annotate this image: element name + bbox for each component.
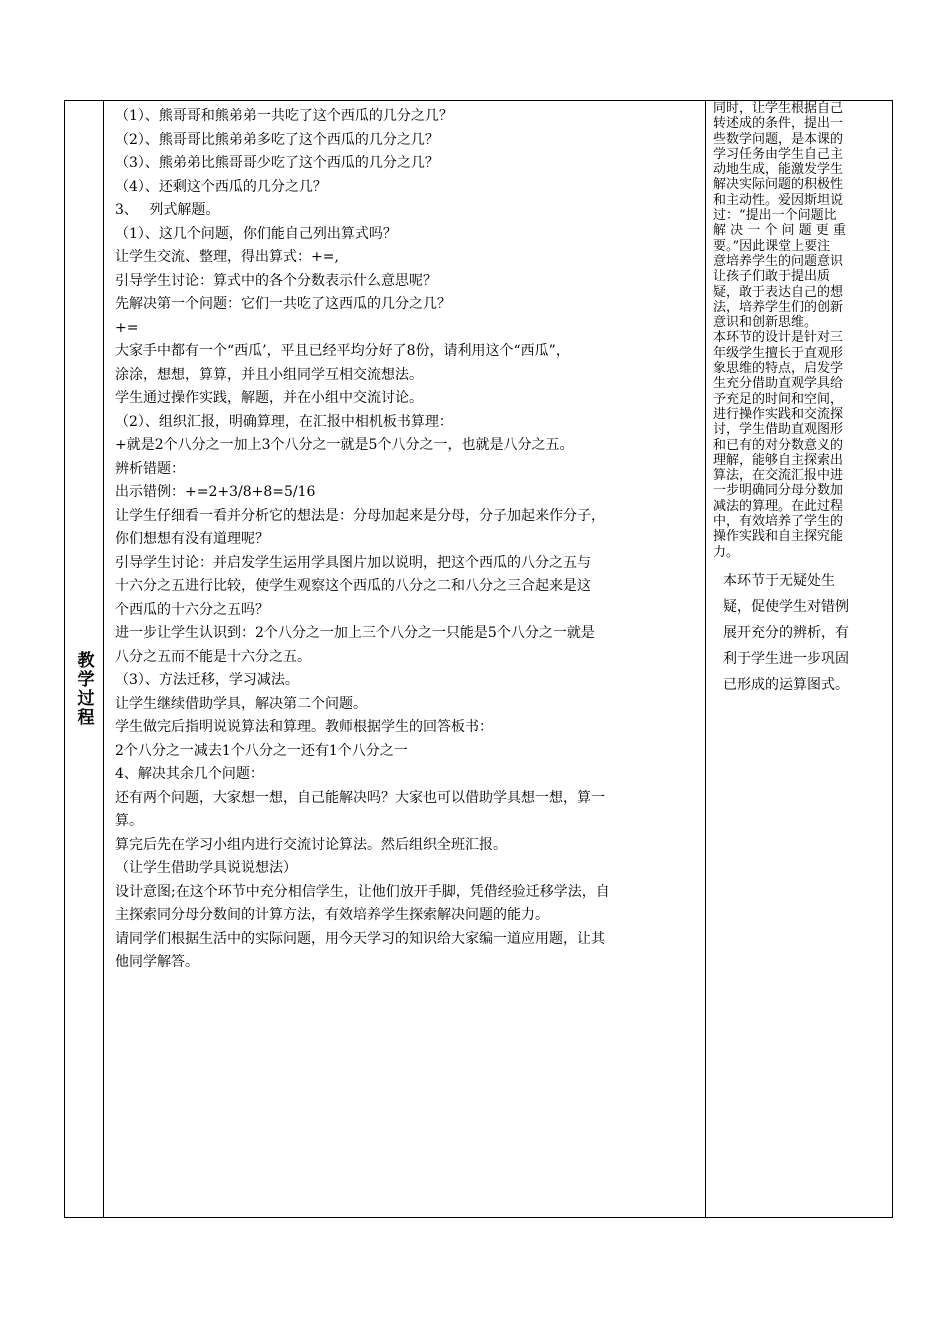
note-line: 意识和创新思维。 — [713, 315, 818, 331]
content-line: 3、 列式解题。 — [115, 202, 220, 218]
content-line: 4、解决其余几个问题： — [115, 766, 264, 782]
content-line: 算。 — [115, 813, 143, 829]
content-line: 他同学解答。 — [115, 954, 199, 970]
design-notes-upper — [713, 101, 889, 560]
content-line: +就是2个八分之一加上3个八分之一就是5个八分之一，也就是八分之五。 — [115, 437, 574, 453]
note-line: 解决实际问题的积极性 — [713, 177, 844, 193]
note-line: 疑，敢于表达自己的想 — [713, 284, 844, 300]
content-line: 出示错例：+=2+3/8+8=5/16 — [115, 484, 316, 500]
note-line: 和已有的对分数意义的 — [713, 437, 844, 453]
note-line: 算法，在交流汇报中进 — [713, 468, 844, 484]
content-line: 涂涂，想想，算算，并且小组同学互相交流想法。 — [115, 366, 423, 383]
teaching-content-cell — [115, 105, 703, 975]
content-line: 进一步让学生认识到：2个八分之一加上三个八分之一只能是5个八分之一就是 — [115, 625, 595, 641]
content-line: 设计意图;在这个环节中充分相信学生，让他们放开手脚，凭借经验迁移学法，自 — [115, 883, 610, 900]
note-line: 减法的算理。在此过程 — [713, 498, 844, 514]
note-line: 年级学生擅长于直观形 — [713, 345, 844, 361]
content-line: （4）、还剩这个西瓜的几分之几？ — [115, 178, 327, 195]
section-label: 教学过程 — [73, 651, 94, 727]
note-line: 予充足的时间和空间， — [713, 391, 844, 407]
content-line: 学生通过操作实践，解题，并在小组中交流讨论。 — [115, 390, 423, 406]
note-line: 力。 — [713, 544, 740, 560]
note-line: 过：“提出一个问题比 — [713, 208, 837, 224]
note-line: 利于学生进一步巩固 — [723, 650, 849, 667]
note-line: 中，有效培养了学生的 — [713, 514, 844, 530]
note-line: 疑，促使学生对错例 — [723, 598, 849, 615]
note-line: 操作实践和自主探究能 — [713, 529, 844, 545]
content-line: 学生做完后指明说说算法和算理。教师根据学生的回答板书： — [115, 719, 493, 735]
design-notes-lower — [713, 568, 889, 698]
content-line: （2）、组织汇报，明确算理，在汇报中相机板书算理： — [115, 413, 453, 430]
note-line: 要。”因此课堂上要注 — [713, 238, 831, 254]
note-line: 生充分借助直观学具给 — [713, 376, 844, 392]
content-line: 主探索同分母分数间的计算方法，有效培养学生探索解决问题的能力。 — [115, 907, 549, 923]
note-line: 法，培养学生们的创新 — [713, 299, 844, 315]
content-line: 算完后先在学习小组内进行交流讨论算法。然后组织全班汇报。 — [115, 836, 507, 853]
content-line: 让学生仔细看一看并分析它的想法是：分母加起来是分母，分子加起来作分子， — [115, 507, 605, 524]
note-line: 些数学问题，是本课的 — [713, 131, 844, 147]
content-line: （1）、熊哥哥和熊弟弟一共吃了这个西瓜的几分之几？ — [115, 108, 453, 124]
content-line: （3）、方法迁移，学习减法。 — [115, 672, 299, 688]
note-line: 展开充分的辨析，有 — [723, 624, 849, 641]
content-line: 2个八分之一减去1个八分之一还有1个八分之一 — [115, 742, 408, 759]
content-line: 引导学生讨论：并启发学生运用学具图片加以说明，把这个西瓜的八分之五与 — [115, 554, 591, 571]
note-line: 动地生成，能激发学生 — [713, 162, 844, 178]
note-line: 一步明确同分母分数加 — [713, 483, 844, 499]
note-line: 解 决 一 个 问 题 更 重 — [713, 223, 846, 239]
note-line: 象思维的特点，启发学 — [713, 361, 844, 377]
note-line: 转述成的条件，提出一 — [713, 116, 844, 132]
content-line: （3）、熊弟弟比熊哥哥少吃了这个西瓜的几分之几？ — [115, 155, 439, 171]
content-line: （1）、这几个问题，你们能自己列出算式吗？ — [115, 225, 397, 242]
content-line: 大家手中都有一个“西瓜’，平且已经平均分好了8份，请利用这个“西瓜”， — [115, 343, 570, 359]
content-line: 让学生交流、整理，得出算式：+=, — [115, 249, 339, 265]
note-line: 学习任务由学生自己主 — [713, 146, 844, 162]
column-divider — [705, 101, 706, 1217]
content-line: 你们想想有没有道理呢？ — [115, 531, 269, 547]
lesson-table — [64, 100, 893, 1218]
note-line: 同时，让学生根据自己 — [713, 101, 844, 116]
content-line: 引导学生讨论：算式中的各个分数表示什么意思呢？ — [115, 272, 437, 289]
note-line: 和主动性。爱因斯坦说 — [713, 192, 844, 208]
note-line: 理解，能够自主探索出 — [713, 452, 844, 468]
content-line: 请同学们根据生活中的实际问题，用今天学习的知识给大家编一道应用题，让其 — [115, 930, 605, 947]
content-line: 十六分之五进行比较，使学生观察这个西瓜的八分之二和八分之三合起来是这 — [115, 578, 591, 594]
note-line: 已形成的运算图式。 — [723, 676, 849, 693]
content-line: 让学生继续借助学具，解决第二个问题。 — [115, 695, 367, 712]
note-line: 本环节的设计是针对三 — [713, 330, 844, 346]
content-line: 先解决第一个问题：它们一共吃了这西瓜的几分之几？ — [115, 296, 451, 312]
content-line: （让学生借助学具说说想法） — [115, 860, 297, 876]
content-line: （2）、熊哥哥比熊弟弟多吃了这个西瓜的几分之几？ — [115, 131, 439, 148]
content-line: 还有两个问题，大家想一想，自己能解决吗？大家也可以借助学具想一想，算一 — [115, 789, 605, 806]
content-line: 个西瓜的十六分之五吗？ — [115, 601, 269, 618]
content-line: += — [115, 319, 139, 336]
note-line: 本环节于无疑处生 — [723, 572, 835, 589]
note-line: 进行操作实践和交流探 — [713, 406, 844, 422]
section-label-cell — [65, 101, 103, 1217]
content-line: 辨析错题： — [115, 460, 185, 477]
column-divider — [103, 101, 104, 1217]
design-notes-cell — [713, 101, 889, 698]
content-line: 八分之五而不能是十六分之五。 — [115, 648, 311, 665]
note-line: 让孩子们敢于提出质 — [713, 269, 831, 285]
note-line: 讨，学生借助直观图形 — [713, 422, 844, 438]
note-line: 意培养学生的问题意识 — [713, 253, 844, 269]
